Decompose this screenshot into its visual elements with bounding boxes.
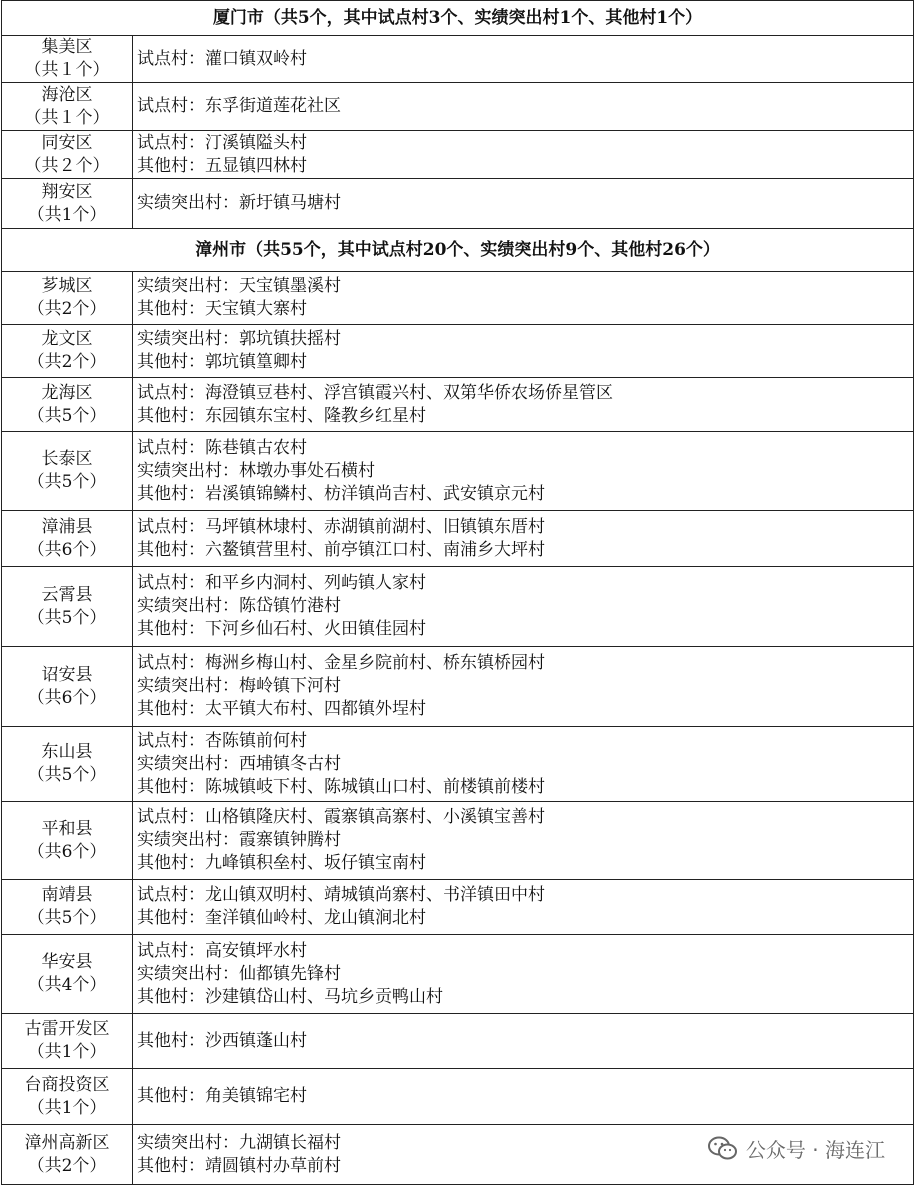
village-line: 试点村：和平乡内洞村、列屿镇人家村: [137, 573, 426, 593]
district-row: [2, 179, 914, 229]
village-list-cell: [133, 1069, 914, 1125]
village-list-cell: [133, 36, 914, 83]
district-name: 翔安区: [41, 181, 93, 202]
district-name: 集美区: [41, 37, 93, 57]
village-list-cell: [133, 880, 914, 935]
village-list-cell: [133, 131, 914, 179]
district-count: （共1个）: [27, 204, 107, 225]
village-list-cell: [133, 272, 914, 325]
district-name: 诏安县: [41, 664, 93, 685]
village-line: 实绩突出村：霞寨镇钟腾村: [137, 830, 341, 850]
village-line: 其他村：陈城镇岐下村、陈城镇山口村、前楼镇前楼村: [137, 776, 545, 797]
district-cell: [2, 1125, 133, 1185]
district-row: [2, 647, 914, 727]
district-row: [2, 36, 914, 83]
district-cell: [2, 802, 133, 880]
district-cell: [2, 36, 133, 83]
district-name: 同安区: [41, 132, 93, 153]
district-name: 华安县: [41, 952, 93, 972]
district-row: [2, 131, 914, 179]
village-line: 试点村：陈巷镇古农村: [137, 437, 307, 458]
district-row: [2, 272, 914, 325]
district-name: 云霄县: [41, 584, 93, 605]
village-line: 试点村：东孚街道莲花社区: [137, 96, 341, 116]
village-line: 实绩突出村：新圩镇马塘村: [137, 193, 341, 213]
watermark-text: 公众号 · 海连江: [745, 1138, 885, 1162]
district-row: [2, 83, 914, 131]
district-count: （共5个）: [27, 908, 107, 928]
district-row: [2, 802, 914, 880]
village-list-cell: [133, 83, 914, 131]
district-name: 龙文区: [41, 329, 93, 349]
village-list-cell: [133, 727, 914, 802]
district-name: 漳浦县: [41, 516, 93, 537]
village-list-cell: [133, 647, 914, 727]
village-list-cell: [133, 325, 914, 378]
district-cell: [2, 935, 133, 1014]
district-cell: [2, 179, 133, 229]
village-line: 试点村：山格镇隆庆村、霞寨镇高寨村、小溪镇宝善村: [137, 807, 545, 827]
village-list-cell: [133, 1014, 914, 1069]
village-line: 试点村：梅洲乡梅山村、金星乡院前村、桥东镇桥园村: [137, 653, 545, 673]
district-name: 东山县: [41, 742, 93, 762]
village-line: 试点村：高安镇坪水村: [137, 940, 307, 961]
district-count: （共1个）: [27, 1097, 107, 1118]
section-header-row: [2, 229, 914, 272]
village-list-cell: [133, 432, 914, 511]
village-line: 其他村：沙西镇蓬山村: [137, 1030, 307, 1051]
district-row: [2, 378, 914, 432]
village-list-cell: [133, 511, 914, 567]
district-cell: [2, 1014, 133, 1069]
village-line: 实绩突出村：九湖镇长福村: [137, 1132, 341, 1153]
district-row: [2, 1069, 914, 1125]
district-cell: [2, 325, 133, 378]
district-row: [2, 935, 914, 1014]
district-cell: [2, 83, 133, 131]
district-cell: [2, 272, 133, 325]
district-cell: [2, 1069, 133, 1125]
district-cell: [2, 727, 133, 802]
district-cell: [2, 647, 133, 727]
section-title: 漳州市（共55个，其中试点村20个、实绩突出村9个、其他村26个）: [2, 229, 914, 272]
village-line: 试点村：杏陈镇前何村: [137, 730, 307, 751]
village-line: 实绩突出村：仙都镇先锋村: [137, 963, 341, 984]
village-line: 实绩突出村：郭坑镇扶摇村: [137, 329, 341, 349]
district-count: （共5个）: [27, 472, 107, 492]
district-name: 长泰区: [41, 449, 93, 469]
section-header-row: [2, 1, 914, 36]
district-row: [2, 1014, 914, 1069]
village-line: 其他村：奎洋镇仙岭村、龙山镇涧北村: [137, 908, 426, 928]
district-name: 芗城区: [41, 276, 93, 296]
village-list-cell: [133, 802, 914, 880]
village-line: 其他村：天宝镇大寨村: [137, 299, 307, 319]
village-line: 实绩突出村：梅岭镇下河村: [137, 676, 341, 696]
village-line: 其他村：角美镇锦宅村: [137, 1086, 307, 1106]
district-count: （共5个）: [27, 607, 107, 628]
district-count: （共２个）: [24, 155, 110, 176]
district-row: [2, 432, 914, 511]
district-row: [2, 567, 914, 647]
village-line: 其他村：五显镇四林村: [137, 155, 307, 176]
village-line: 其他村：靖圆镇村办草前村: [137, 1155, 341, 1176]
district-cell: [2, 378, 133, 432]
village-line: 其他村：沙建镇岱山村、马坑乡贡鸭山村: [137, 986, 443, 1007]
district-count: （共6个）: [27, 539, 107, 560]
village-list-cell: [133, 567, 914, 647]
village-line: 实绩突出村：西埔镇冬古村: [137, 753, 341, 774]
district-count: （共2个）: [27, 352, 107, 372]
village-line: 其他村：岩溪镇锦鳞村、枋洋镇尚吉村、武安镇京元村: [137, 483, 545, 504]
village-list-cell: [133, 179, 914, 229]
district-cell: [2, 567, 133, 647]
district-name: 古雷开发区: [24, 1019, 110, 1039]
village-line: 其他村：下河乡仙石村、火田镇佳园村: [137, 619, 426, 639]
district-cell: [2, 131, 133, 179]
section-title: 厦门市（共5个，其中试点村3个、实绩突出村1个、其他村1个）: [2, 1, 914, 36]
village-list-cell: [133, 935, 914, 1014]
village-line: 试点村：马坪镇林埭村、赤湖镇前湖村、旧镇镇东厝村: [137, 516, 545, 537]
district-count: （共１个）: [24, 107, 110, 128]
district-count: （共6个）: [27, 841, 107, 862]
district-name: 南靖县: [41, 885, 93, 905]
village-line: 其他村：太平镇大布村、四都镇外埕村: [137, 699, 426, 719]
district-cell: [2, 880, 133, 935]
village-line: 实绩突出村：林墩办事处石横村: [137, 460, 375, 481]
district-name: 漳州高新区: [24, 1132, 110, 1153]
wechat-icon: [708, 1136, 738, 1162]
district-name: 海沧区: [41, 84, 93, 105]
district-name: 平和县: [41, 818, 93, 839]
district-row: [2, 880, 914, 935]
village-list-cell: [133, 378, 914, 432]
village-line: 其他村：东园镇东宝村、隆教乡红星村: [137, 405, 426, 426]
village-table: [1, 0, 914, 1185]
district-row: [2, 511, 914, 567]
village-line: 其他村：九峰镇积垒村、坂仔镇宝南村: [137, 853, 426, 873]
district-count: （共1个）: [27, 1042, 107, 1062]
village-line: 实绩突出村：天宝镇墨溪村: [137, 276, 341, 296]
district-row: [2, 325, 914, 378]
district-row: [2, 727, 914, 802]
village-line: 试点村：海澄镇豆巷村、浮宫镇霞兴村、双第华侨农场侨星管区: [137, 382, 613, 403]
village-line: 其他村：六鳌镇营里村、前亭镇江口村、南浦乡大坪村: [137, 539, 545, 560]
village-line: 实绩突出村：陈岱镇竹港村: [137, 596, 341, 616]
district-count: （共2个）: [27, 1155, 107, 1176]
village-line: 试点村：汀溪镇隘头村: [137, 132, 307, 153]
district-count: （共6个）: [27, 687, 107, 708]
district-count: （共4个）: [27, 975, 107, 995]
district-count: （共１个）: [24, 60, 110, 80]
village-line: 其他村：郭坑镇篁卿村: [137, 352, 307, 372]
district-count: （共5个）: [27, 405, 107, 426]
district-name: 龙海区: [41, 382, 93, 403]
district-count: （共5个）: [27, 765, 107, 785]
district-count: （共2个）: [27, 299, 107, 319]
watermark: [708, 1134, 885, 1163]
district-cell: [2, 511, 133, 567]
village-line: 试点村：灌口镇双岭村: [137, 48, 307, 69]
district-name: 台商投资区: [24, 1074, 110, 1095]
district-cell: [2, 432, 133, 511]
village-line: 试点村：龙山镇双明村、靖城镇尚寨村、书洋镇田中村: [137, 885, 545, 905]
